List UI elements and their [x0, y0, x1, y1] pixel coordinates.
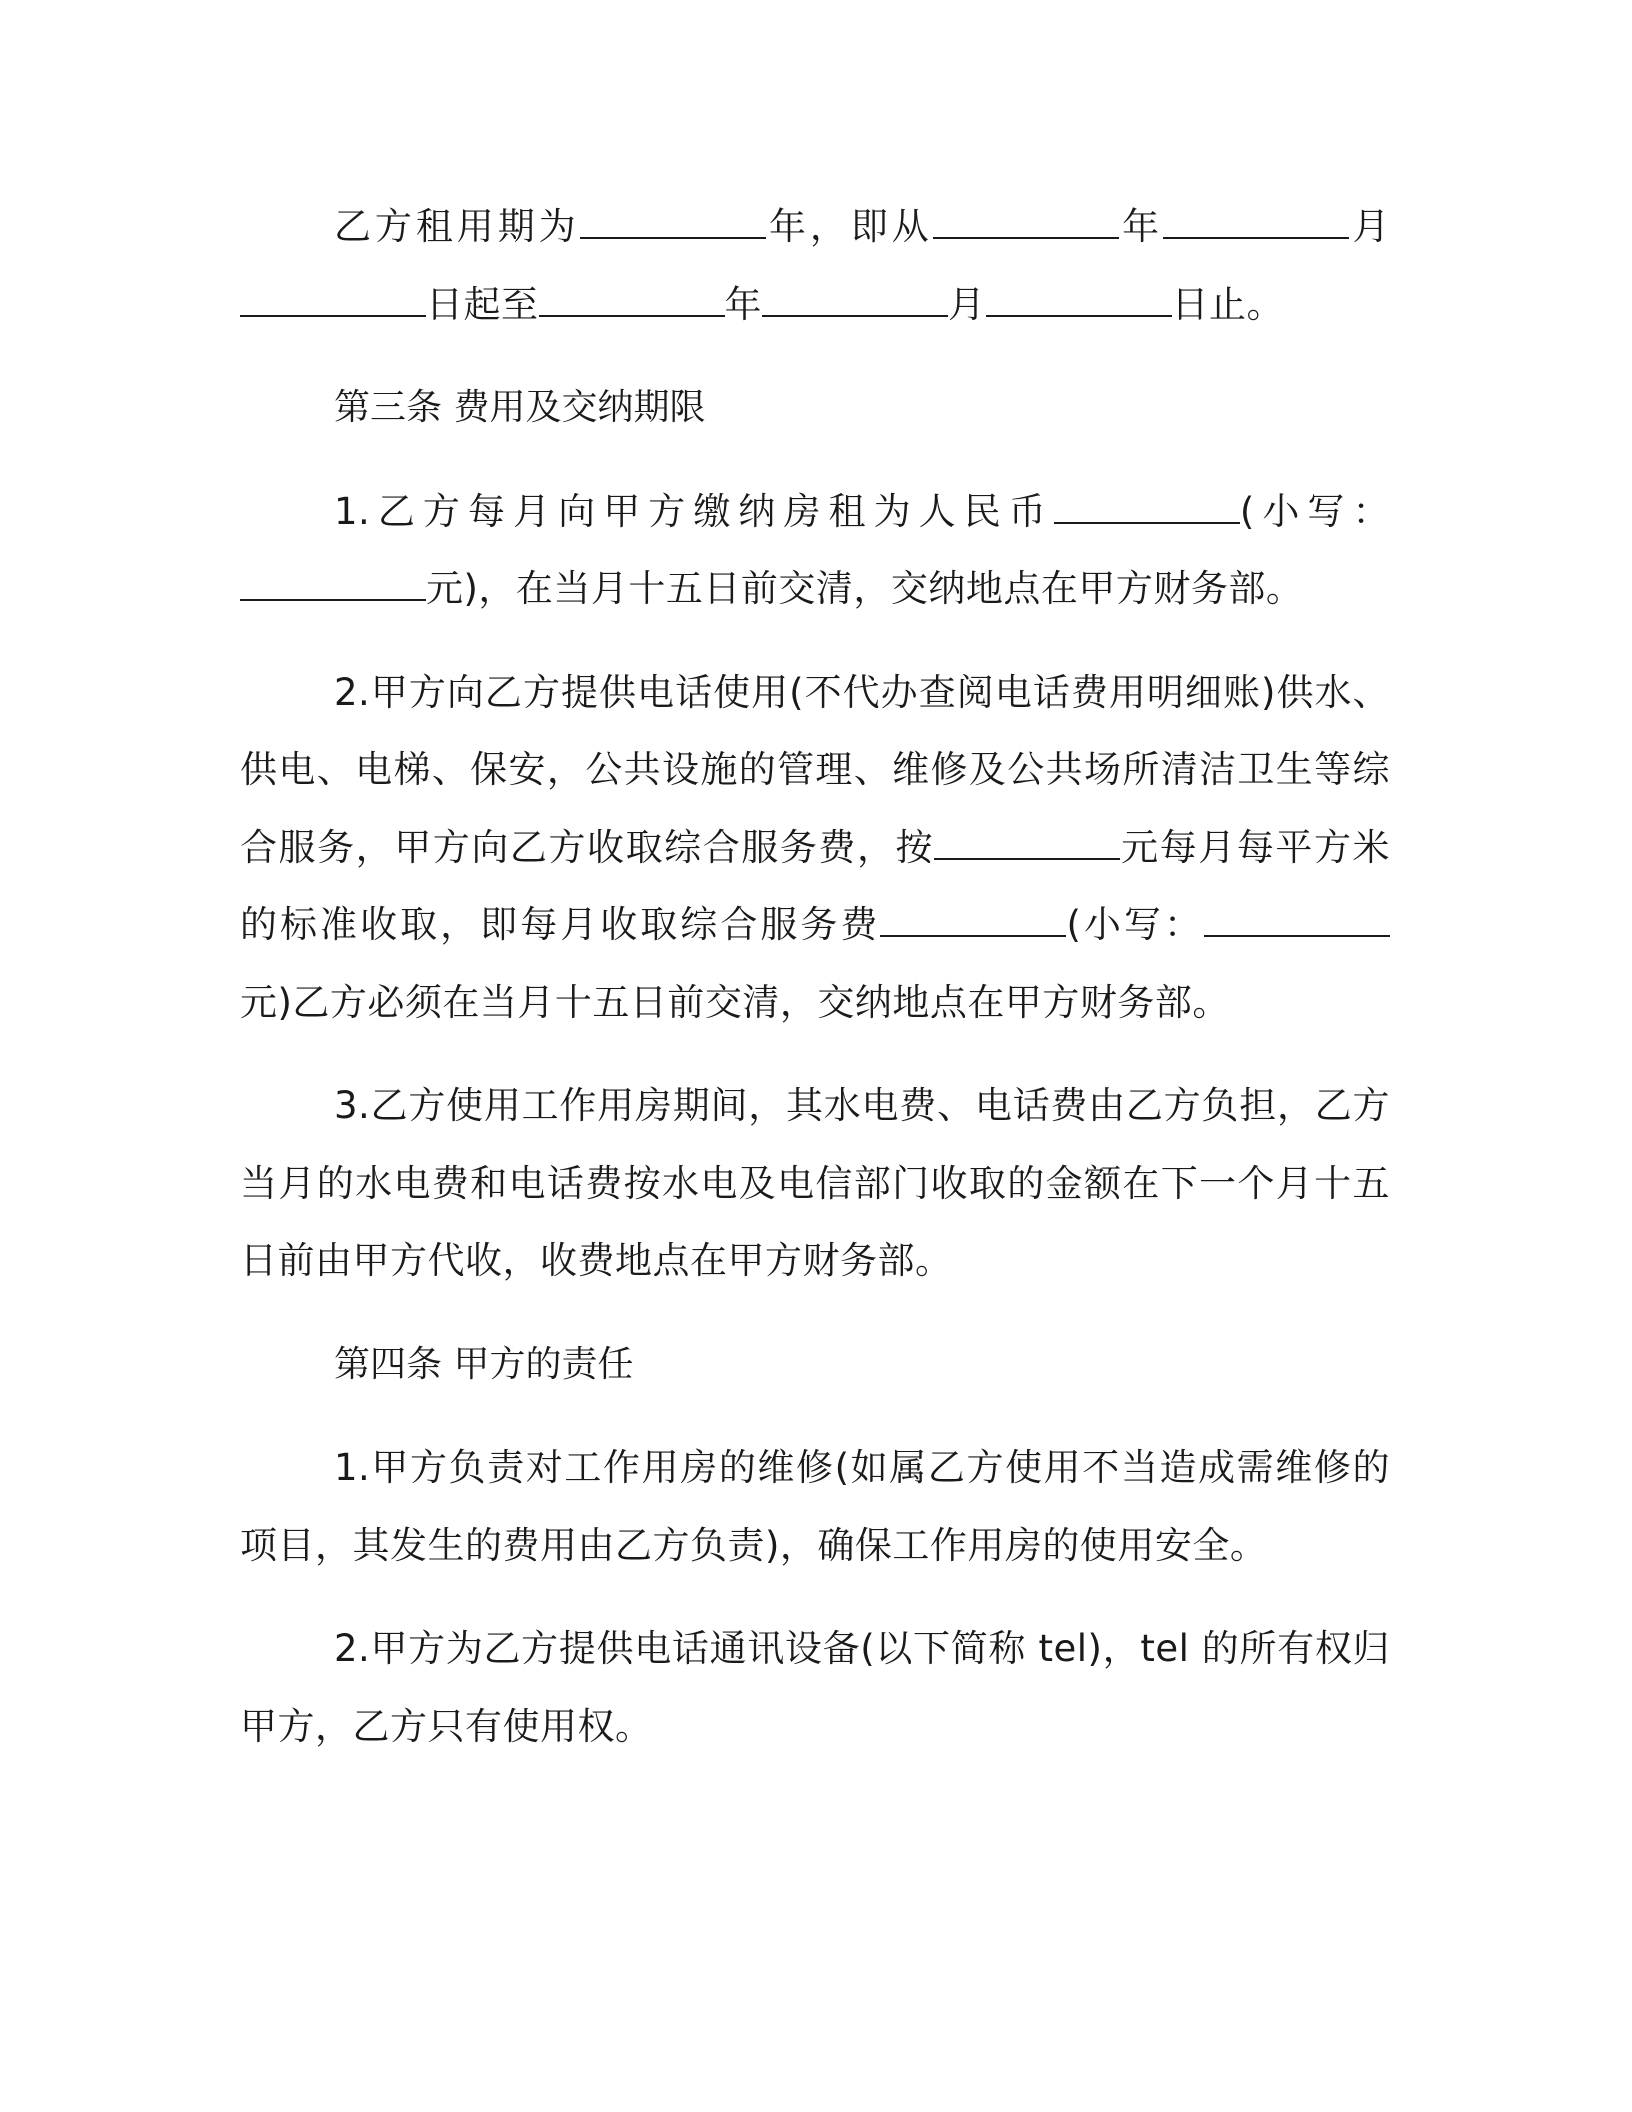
paragraph-text: 第四条 甲方的责任: [334, 1343, 634, 1385]
paragraph-text: 1.乙方每月向甲方缴纳房租为人民币: [334, 489, 1054, 533]
paragraph-text: 3.乙方使用工作用房期间，其水电费、电话费由乙方负担，乙方当月的水电费和电话费按水电及电信部门收取的金额在下一个月十五日前由甲方代收，收费地点在甲方财务部。: [240, 1084, 1390, 1282]
paragraph-text: 年: [724, 282, 762, 326]
fill-in-blank[interactable]: [240, 569, 426, 601]
clause-paragraph: [240, 188, 1390, 343]
fill-in-blank[interactable]: [580, 207, 766, 239]
fill-in-blank[interactable]: [762, 285, 948, 317]
clause-paragraph: [240, 473, 1390, 628]
fill-in-blank[interactable]: [933, 207, 1119, 239]
paragraph-text: 1.甲方负责对工作用房的维修(如属乙方使用不当造成需维修的项目，其发生的费用由乙方负责)，确保工作用房的使用安全。: [240, 1446, 1390, 1567]
paragraph-text: 年，即从: [765, 205, 933, 248]
fill-in-blank[interactable]: [1054, 492, 1240, 524]
paragraph-text: (小写：: [1239, 489, 1390, 533]
clause-paragraph: [240, 1429, 1390, 1584]
paragraph-text: 2.甲方为乙方提供电话通讯设备(以下简称 tel)，tel 的所有权归甲方，乙方只有使用权。: [240, 1627, 1390, 1748]
paragraph-text: 乙方租用期为: [334, 205, 580, 248]
fill-in-blank[interactable]: [240, 285, 426, 317]
fill-in-blank[interactable]: [934, 828, 1120, 860]
fill-in-blank[interactable]: [1204, 905, 1390, 937]
paragraph-text: 第三条 费用及交纳期限: [334, 387, 706, 428]
fill-in-blank[interactable]: [986, 285, 1172, 317]
paragraph-text: 月: [948, 282, 986, 326]
clause-paragraph: [240, 1610, 1390, 1765]
paragraph-text: 日止。: [1171, 282, 1284, 326]
clause-paragraph: [240, 1067, 1390, 1300]
paragraph-text: 年: [1118, 205, 1164, 248]
fill-in-blank[interactable]: [880, 905, 1066, 937]
paragraph-text: 日起至: [426, 282, 539, 326]
paragraph-text: 元)，在当月十五日前交清，交纳地点在甲方财务部。: [426, 567, 1304, 610]
section-heading: [240, 1326, 1390, 1404]
paragraph-text: (小写：: [1066, 903, 1205, 946]
clause-paragraph: [240, 654, 1390, 1042]
paragraph-text: 2.甲方向乙方提供电话使用(不代办查阅电话费用明细账)供水、供电、电梯、保安，公共设施的管理、维修及公共场所清洁卫生等综合服务，甲方向乙方收取综合服务费，按: [240, 670, 1390, 869]
paragraph-text: 元每月每平方米的标准收取，即每月收取综合服务费: [240, 825, 1391, 946]
paragraph-text: 月: [1349, 205, 1391, 248]
section-heading: [240, 369, 1390, 447]
paragraph-text: 元)乙方必须在当月十五日前交清，交纳地点在甲方财务部。: [240, 980, 1230, 1024]
fill-in-blank[interactable]: [1163, 207, 1349, 239]
fill-in-blank[interactable]: [539, 285, 725, 317]
document-body: [240, 188, 1390, 1791]
